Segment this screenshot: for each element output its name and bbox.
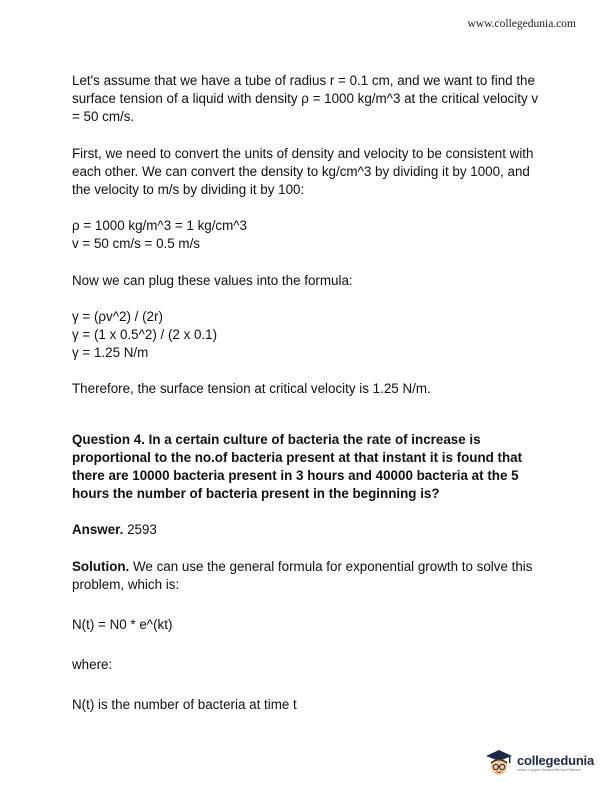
question-heading: Question 4. In a certain culture of bacteria the rate of increase is proportional to the no.of bacteria present at that instant it is found that there are 10000 bacteria present in 3 hours and 40000 bacteria at the 5 hours the number of bacteria present in the beginning is? — [72, 431, 523, 502]
paragraph-intro: Let's assume that we have a tube of radius r = 0.1 cm, and we want to find the surface tension of a liquid with density ρ = 1000 kg/m^3 at the critical velocity v = 50 cm/s. — [72, 73, 539, 125]
conversion-lines — [72, 217, 542, 253]
where-label: where: — [72, 657, 113, 673]
growth-formula: N(t) = N0 * e^(kt) — [72, 617, 173, 633]
formula-line: γ = (ρv^2) / (2r) — [72, 308, 163, 324]
formula-line: γ = 1.25 N/m — [72, 345, 149, 361]
solution-text: We can use the general formula for exponential growth to solve this problem, which is: — [72, 558, 533, 592]
formula-lines — [72, 308, 542, 363]
solution-label: Solution. — [72, 558, 130, 574]
answer-label: Answer. — [72, 522, 124, 538]
definition-line: N(t) is the number of bacteria at time t — [72, 697, 297, 713]
logo-name: collegedunia — [516, 752, 594, 768]
paragraph-convert: First, we need to convert the units of density and velocity to be consistent with each other. We can convert the density to kg/cm^3 by dividing it by 1000, and the velocity to m/s by dividing it by 100: — [72, 145, 534, 198]
collegedunia-logo — [484, 748, 594, 778]
answer-line — [72, 521, 542, 539]
page-content — [72, 72, 542, 733]
paragraph-plug: Now we can plug these values into the formula: — [72, 272, 353, 288]
logo-tagline: India's Largest Student Review Platform — [516, 767, 581, 772]
conversion-line: v = 50 cm/s = 0.5 m/s — [72, 236, 201, 252]
paragraph-conclusion: Therefore, the surface tension at critical velocity is 1.25 N/m. — [72, 381, 431, 397]
answer-value: 2593 — [123, 522, 157, 538]
conversion-line: ρ = 1000 kg/m^3 = 1 kg/cm^3 — [72, 218, 248, 234]
site-url: www.collegedunia.com — [467, 18, 576, 30]
formula-line: γ = (1 x 0.5^2) / (2 x 0.1) — [72, 327, 218, 343]
student-mascot-icon — [484, 748, 514, 778]
solution-paragraph — [72, 558, 542, 594]
